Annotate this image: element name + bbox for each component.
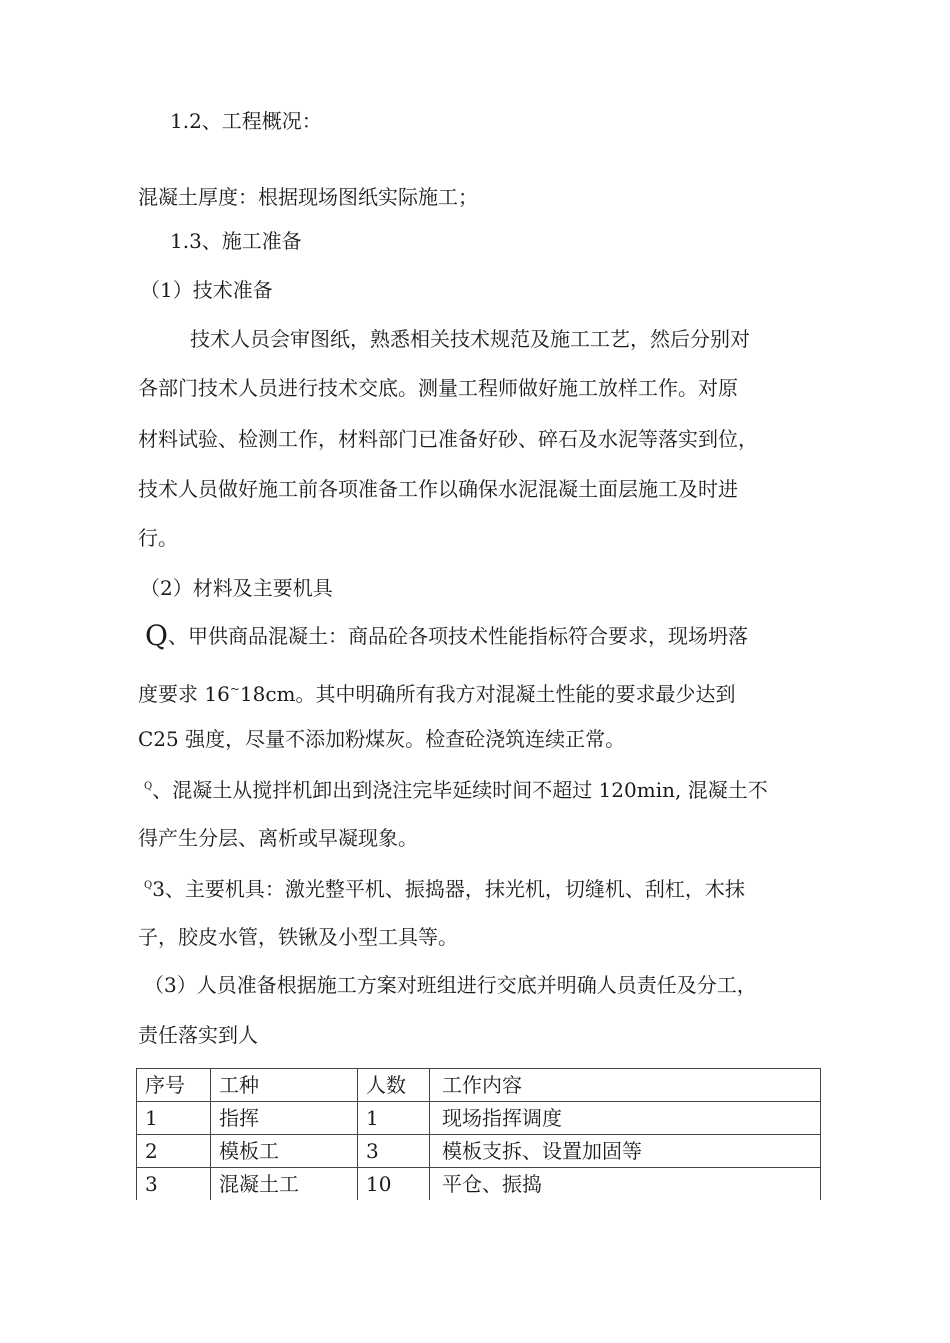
- item1-tilde: ~: [229, 682, 240, 696]
- personnel-line2: 责任落实到人: [138, 1023, 258, 1047]
- table-header-cell: 工种: [211, 1069, 358, 1102]
- item2-text: 、混凝土从搅拌机卸出到浇注完毕延续时间不超过 120min, 混凝土不: [152, 778, 768, 802]
- tech-prep-title: （1）技术准备: [140, 278, 273, 302]
- table-cell: 10: [358, 1168, 430, 1201]
- table-header-cell: 工作内容: [430, 1069, 821, 1102]
- table-cell: 3: [358, 1135, 430, 1168]
- item2-line1: [144, 774, 768, 803]
- item3-marker: Q: [144, 880, 153, 891]
- item1-line2-post: 18cm。其中明确所有我方对混凝土性能的要求最少达到: [239, 682, 736, 706]
- heading-1-2: 1.2、工程概况：: [170, 109, 322, 133]
- item2-line2: 得产生分层、离析或早凝现象。: [138, 826, 418, 850]
- table-cell: 混凝土工: [211, 1168, 358, 1201]
- table-header-cell: 人数: [358, 1069, 430, 1102]
- table-header-row: [137, 1069, 821, 1102]
- table-cell: 1: [358, 1102, 430, 1135]
- item3-text: 3、主要机具：激光整平机、振捣器，抹光机，切缝机、刮杠，木抹: [152, 877, 745, 901]
- staff-table: [136, 1068, 821, 1200]
- table-header-cell: 序号: [137, 1069, 211, 1102]
- tech-prep-line: 各部门技术人员进行技术交底。测量工程师做好施工放样工作。对原: [138, 376, 738, 400]
- personnel-line1: （3）人员准备根据施工方案对班组进行交底并明确人员责任及分工，: [144, 973, 757, 997]
- tech-prep-line: 材料试验、检测工作，材料部门已准备好砂、碎石及水泥等落实到位，: [138, 427, 758, 451]
- item1-line2-pre: 度要求 16: [138, 682, 230, 706]
- table-cell: 模板工: [211, 1135, 358, 1168]
- item3-line1: [144, 873, 745, 902]
- table-cell: 平仓、振捣: [430, 1168, 821, 1201]
- table-row: [137, 1168, 821, 1201]
- item1-line2: [138, 676, 736, 707]
- tech-prep-line: 技术人员做好施工前各项准备工作以确保水泥混凝土面层施工及时进: [138, 477, 738, 501]
- table-cell: 3: [137, 1168, 211, 1201]
- concrete-thickness: 混凝土厚度：根据现场图纸实际施工；: [138, 185, 478, 209]
- materials-title: （2）材料及主要机具: [140, 576, 333, 600]
- table-cell: 1: [137, 1102, 211, 1135]
- heading-1-3: 1.3、施工准备: [170, 229, 302, 253]
- item3-line2: 子，胶皮水管，铁锹及小型工具等。: [138, 925, 458, 949]
- table-row: [137, 1135, 821, 1168]
- tech-prep-line: 行。: [138, 526, 178, 550]
- table-cell: 模板支拆、设置加固等: [430, 1135, 821, 1168]
- item1-line3: C25 强度，尽量不添加粉煤灰。检查砼浇筑连续正常。: [138, 727, 626, 751]
- item2-marker: Q: [144, 781, 153, 792]
- tech-prep-line: 技术人员会审图纸，熟悉相关技术规范及施工工艺，然后分别对: [190, 327, 750, 351]
- item1-text: 、甲供商品混凝土：商品砼各项技术性能指标符合要求，现场坍落: [167, 624, 748, 648]
- table-cell: 2: [137, 1135, 211, 1168]
- table-row: [137, 1102, 821, 1135]
- table-cell: 现场指挥调度: [430, 1102, 821, 1135]
- item1-marker: Q: [145, 619, 168, 652]
- table-cell: 指挥: [211, 1102, 358, 1135]
- item1-line1: [145, 619, 748, 652]
